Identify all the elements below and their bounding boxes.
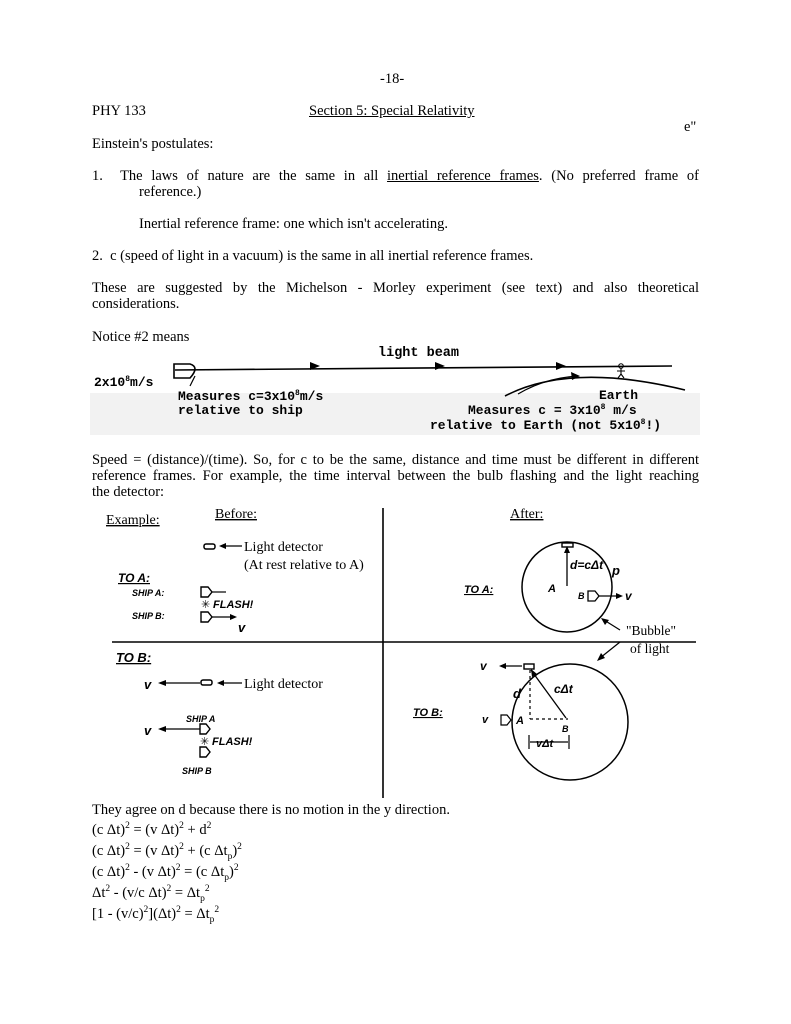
detector-icon-after-b xyxy=(524,664,534,669)
light-beam-label: light beam xyxy=(378,346,460,361)
ship-b-icon-b xyxy=(200,747,210,757)
bubble-label-2: of light xyxy=(630,641,670,656)
point-a-label: A xyxy=(548,583,556,595)
ship-b-icon xyxy=(201,612,212,622)
to-b-label: TO B: xyxy=(116,650,152,665)
inertial-frame-definition: Inertial reference frame: one which isn't accelerating. xyxy=(139,216,448,232)
michelson-line-2: considerations. xyxy=(92,296,180,312)
ship-a-icon xyxy=(201,587,212,597)
equation-3: (c Δt)$^2$ - (v Δt)$^2$ = (c $\Delta t_p)^2$ xyxy=(92,863,239,883)
equation-5: $[1 - (v/c)^2](\Delta t)^2 = \Delta t_p^2$ xyxy=(92,905,220,925)
ship-a-icon-b xyxy=(200,724,210,734)
postulate-2 xyxy=(92,248,533,265)
postulate-2-number: 2. xyxy=(92,248,103,264)
page-number: -18- xyxy=(380,71,405,87)
ship-a-label: SHIP A: xyxy=(132,588,165,598)
equation-4: $\Delta t^2 - (v/c$ $\Delta t)^2 = \Delta t_p^2$ xyxy=(92,884,210,904)
earth-measure-text: Measures c = 3x10 xyxy=(468,403,601,418)
detector-pointer-head-b xyxy=(217,680,224,686)
ship-b-velocity-head-after xyxy=(616,593,623,599)
subscript-p-label: p xyxy=(612,563,620,578)
ship-speed-unit: m/s xyxy=(130,375,154,390)
observer-body xyxy=(617,368,625,378)
v-delta-t-label: vΔt xyxy=(536,738,554,750)
beam-arrowhead xyxy=(435,362,445,370)
postulate-1-text-a: The laws of nature are the same in all xyxy=(120,168,379,184)
ship-measure-exponent: 8 xyxy=(295,389,300,398)
relative-to-earth-exponent: 8 xyxy=(640,418,646,427)
to-a-label-after: TO A: xyxy=(464,584,494,596)
point-b-label-b: B xyxy=(562,724,569,734)
detector-label-a: Light detector xyxy=(244,540,323,555)
velocity-v-label: v xyxy=(238,620,246,635)
beam-arrowhead xyxy=(556,362,566,370)
velocity-v-label-d: v xyxy=(625,589,632,603)
flash-spark-icon: ✳ xyxy=(201,599,211,611)
detector-label-b: Light detector xyxy=(244,677,323,692)
earth-measure-exponent: 8 xyxy=(600,403,606,412)
d-equals-label: d=cΔt xyxy=(570,558,604,572)
light-beam-drawing xyxy=(90,338,700,438)
earth-arrowhead xyxy=(571,372,580,380)
relative-to-earth-end: !) xyxy=(645,418,662,433)
postulate-1-text-b: . (No preferred frame of xyxy=(538,168,700,184)
detector-icon-after-a xyxy=(562,543,573,547)
detector-icon xyxy=(204,544,215,549)
earth-measure-line xyxy=(468,403,637,418)
c-delta-t-label: cΔt xyxy=(554,682,573,696)
distance-d-label: d xyxy=(513,686,521,701)
earth-measure-unit: m/s xyxy=(605,403,637,418)
flash-spark-icon-b: ✳ xyxy=(200,736,210,748)
example-diagram xyxy=(100,502,700,800)
point-a-label-b: A xyxy=(516,715,524,727)
ship-speed-exponent: 8 xyxy=(125,375,131,384)
example-heading: Example: xyxy=(106,513,160,528)
ship-measure-unit: m/s xyxy=(299,389,324,404)
earth-label: Earth xyxy=(599,388,639,403)
ship-a-label-b: SHIP A xyxy=(186,714,216,724)
ship-measure-text: Measures c=3x10 xyxy=(178,389,296,404)
detector-pointer-head xyxy=(219,543,226,549)
speed-line-1: Speed = (distance)/(time). So, for c to be the same, distance and time must be different in different xyxy=(92,452,699,468)
velocity-v-label-b: v xyxy=(144,677,152,692)
bubble-pointer-head-1 xyxy=(601,618,609,625)
example-drawing xyxy=(100,502,700,800)
before-heading: Before: xyxy=(215,507,257,522)
at-rest-note: (At rest relative to A) xyxy=(244,558,364,573)
velocity-v-label-e: v xyxy=(480,659,487,673)
velocity-v-label-f: v xyxy=(482,714,489,726)
equation-2: (c Δt)$^2$ = (v Δt)$^2$ + (c $\Delta t_p)^2$ xyxy=(92,842,242,862)
postulate-1 xyxy=(92,168,699,185)
relative-to-earth xyxy=(430,418,661,433)
velocity-v-label-c: v xyxy=(144,723,152,738)
ship-icon xyxy=(174,364,195,378)
michelson-line-1: These are suggested by the Michelson - Morley experiment (see text) and also theoretical xyxy=(92,280,699,296)
detector-icon-b xyxy=(201,680,212,685)
corner-mark: e" xyxy=(684,119,697,135)
after-heading: After: xyxy=(510,507,544,522)
agree-sentence: They agree on d because there is no motion in the y direction. xyxy=(92,802,450,818)
relative-to-ship: relative to ship xyxy=(178,403,303,418)
ship-speed-value: 2x10 xyxy=(94,375,126,390)
speed-line-2: reference frames. For example, the time interval between the bulb flashing and the light reaching xyxy=(92,468,699,484)
ship-a-velocity-head xyxy=(158,726,166,732)
course-code: PHY 133 xyxy=(92,103,146,119)
flash-label-b: FLASH! xyxy=(212,736,253,748)
flash-label-a: FLASH! xyxy=(213,599,254,611)
postulate-1-continued: reference.) xyxy=(139,184,202,200)
light-beam-figure xyxy=(90,338,700,438)
detector-velocity-head-after xyxy=(499,663,506,669)
to-b-label-after: TO B: xyxy=(413,707,443,719)
relative-to-earth-text: relative to Earth (not 5x10 xyxy=(430,418,641,433)
inertial-frames-term: inertial reference frames xyxy=(387,168,539,184)
postulates-heading: Einstein's postulates: xyxy=(92,136,214,152)
section-title: Section 5: Special Relativity xyxy=(309,103,475,119)
postulate-2-text: c (speed of light in a vacuum) is the same in all inertial reference frames. xyxy=(110,248,534,264)
ship-b-label-b: SHIP B xyxy=(182,766,212,776)
ship-a-icon-after xyxy=(501,715,511,725)
detector-velocity-head xyxy=(158,680,166,686)
bubble-label-1: "Bubble" xyxy=(626,623,677,638)
speed-line-3: the detector: xyxy=(92,484,165,500)
ship-speed xyxy=(94,375,154,390)
notice-text: Notice #2 means xyxy=(92,329,190,345)
ship-measure-line xyxy=(178,389,323,404)
to-a-label: TO A: xyxy=(118,571,150,585)
ship-b-label: SHIP B: xyxy=(132,611,165,621)
ship-b-velocity-head xyxy=(230,614,237,620)
postulate-1-number: 1. xyxy=(92,168,103,184)
light-beam-line xyxy=(175,366,672,370)
ship-b-icon-after xyxy=(588,591,599,601)
point-b-label: B xyxy=(578,591,585,601)
equation-1: (c Δt)$^2$ = (v $\Delta t)^2 + d^2$ xyxy=(92,821,212,838)
